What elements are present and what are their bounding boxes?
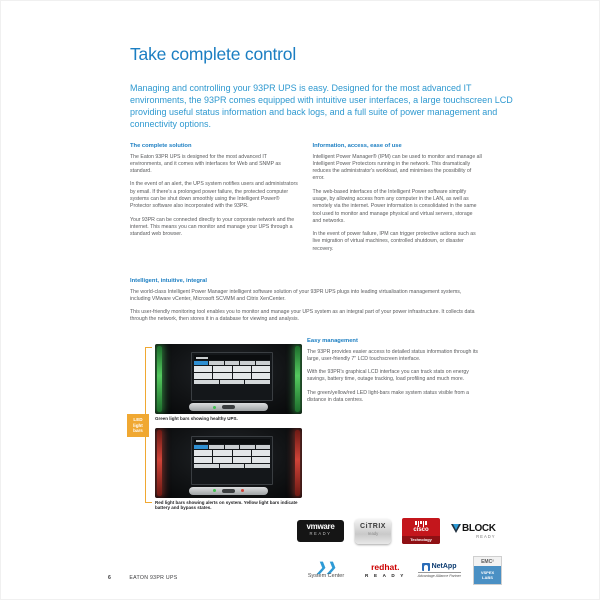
column-complete-solution: [130, 143, 300, 259]
partner-logos-row-2: [299, 556, 502, 585]
section-heading: The complete solution: [130, 143, 192, 149]
intro-paragraph: Managing and controlling your 93PR UPS is easy. Designed for the most advanced IT environments, the 93PR comes equipped with intuitive user interfaces, a large touchscreen LCD providing useful status information and back logs, and a full suite of power management and connectivity options.: [130, 83, 513, 129]
cisco-technology-badge: Technology: [402, 536, 440, 544]
system-center-logo-text: System Center: [307, 573, 345, 579]
lcd-touchscreen: [191, 352, 273, 401]
citrix-logo-text: CiTRIX: [360, 522, 386, 530]
netapp-logo-text: NetApp: [431, 563, 457, 571]
front-panel-handle: [189, 403, 268, 411]
cisco-logo-text: cisco: [413, 527, 429, 533]
body-paragraph: With the 93PR's graphical LCD interface you can track stats on energy savings, battery time, outage tracking, load profiling and much more.: [307, 369, 469, 383]
photo-caption-top: Green light bars showing healthy UPS.: [155, 416, 238, 421]
section-heading: Information, access, ease of use: [312, 143, 402, 149]
led-bar-green-icon: [157, 346, 162, 412]
citrix-ready-badge: ready: [367, 530, 379, 536]
netapp-alliance-badge: Advantage Alliance Partner: [417, 574, 461, 579]
ups-photo-alert: [155, 428, 302, 498]
section-heading: Intelligent, intuitive, integral: [130, 278, 207, 284]
front-panel-handle: [189, 487, 268, 495]
vmware-logo-text: vmware: [306, 522, 335, 531]
vblock-mark-icon: [451, 524, 461, 533]
body-paragraph: The 93PR provides easier access to detailed status information through its large, user-friendly 7" LCD touchscreen interface.: [307, 348, 478, 362]
eaton-logo-icon: [196, 357, 208, 359]
vblock-ready-badge: READY: [476, 534, 496, 539]
lcd-header: [194, 439, 270, 444]
citrix-ready-logo: [355, 519, 391, 544]
photo-caption-bottom: Red light bars showing alerts on system. Yellow light bars indicate battery and bypass states.: [155, 499, 298, 510]
vblock-logo-text: BLOCK: [462, 523, 496, 534]
led-light-bars-label: LED light bars: [127, 414, 149, 437]
led-bar-red-icon: [295, 430, 300, 496]
emc-vspex-logo: [473, 556, 502, 585]
partner-logos-row-1: [297, 518, 496, 544]
lcd-status-grid: [194, 450, 270, 463]
column-information-access: [313, 143, 483, 259]
lcd-footer-row: [194, 464, 270, 468]
netapp-icon: [422, 563, 430, 571]
vmware-ready-badge: READY: [309, 531, 332, 536]
cisco-technology-logo: [402, 518, 440, 544]
lcd-footer-row: [194, 380, 270, 384]
ups-photos: [155, 344, 302, 517]
lcd-menu-tabs: [194, 445, 270, 449]
two-column-section: [130, 143, 482, 259]
lcd-header: [194, 355, 270, 360]
body-paragraph: In the event of an alert, the UPS system notifies users and administrators by email. If there's a prolonged power failure, the protected computer systems can be shut down smoothly using the Intelligent Power® Protector software also incorporated with the 93PR.: [130, 181, 298, 210]
led-bar-green-icon: [295, 346, 300, 412]
section-easy-management: [307, 338, 489, 410]
redhat-ready-logo: [365, 563, 406, 579]
section-heading: Easy management: [307, 338, 358, 344]
body-paragraph: The green/yellow/red LED light-bars make system status visible from a distance in data centres.: [307, 389, 470, 403]
page-title: Take complete control: [130, 44, 297, 64]
body-paragraph: This user-friendly monitoring tool enables you to monitor and manage your UPS system as an integral part of your power infrastructure. It collects data through the network, then stores it in a database for viewing and analysis.: [130, 309, 475, 323]
page-number: 6: [108, 575, 111, 581]
redhat-ready-badge: R E A D Y: [365, 573, 406, 579]
system-center-arrow-icon: ❯❯: [315, 560, 337, 574]
led-bar-red-icon: [157, 430, 162, 496]
redhat-logo-text: redhat.: [371, 561, 400, 572]
body-paragraph: In the event of power failure, IPM can trigger protective actions such as live migration of virtual machines, controlled shutdown, or disaster recovery.: [312, 231, 476, 252]
body-paragraph: The web-based interfaces of the Intelligent Power software simplify usage, by allowing access from any computer in the LAN, as well as remotely via the internet. Power information is consolidated in the same tool used to monitor and manage physical and virtual servers, storage and networks.: [312, 188, 477, 224]
vmware-ready-logo: [297, 520, 344, 542]
page-footer: [108, 575, 177, 581]
body-paragraph: The Eaton 93PR UPS is designed for the most advanced IT environments, and it comes with interfaces for Web and SNMP as standard.: [130, 153, 281, 175]
netapp-alliance-logo: [418, 563, 461, 579]
lcd-touchscreen: [191, 436, 273, 485]
lcd-status-grid: [194, 366, 270, 379]
section-intelligent-intuitive-integral: [130, 278, 482, 330]
body-paragraph: Your 93PR can be connected directly to your corporate network and the internet. This means you can monitor and manage your UPS through a standard web browser.: [130, 216, 295, 238]
lcd-menu-tabs: [194, 361, 270, 365]
emc-vspex-badge: VSPEX LABS: [474, 566, 501, 584]
body-paragraph: Intelligent Power Manager® (IPM) can be used to monitor and manage all Intelligent Power Protectors running in the network. This dramatically reduces the administrator's workload, and minimises the possibility of error.: [312, 153, 482, 182]
document-label: EATON 93PR UPS: [129, 575, 178, 581]
cisco-bars-icon: [402, 518, 440, 527]
vblock-ready-logo: [451, 523, 496, 539]
microsoft-system-center-logo: [299, 562, 353, 579]
ups-photo-healthy: [155, 344, 302, 414]
body-paragraph: The world-class Intelligent Power Manager intelligent software solution of your 93PR UPS plugs into leading virtualisation management systems, including VMware vCenter, Microsoft SCVMM and Citrix XenCenter.: [130, 288, 462, 302]
eaton-logo-icon: [196, 440, 208, 442]
emc-logo-text: EMC²: [474, 557, 501, 566]
